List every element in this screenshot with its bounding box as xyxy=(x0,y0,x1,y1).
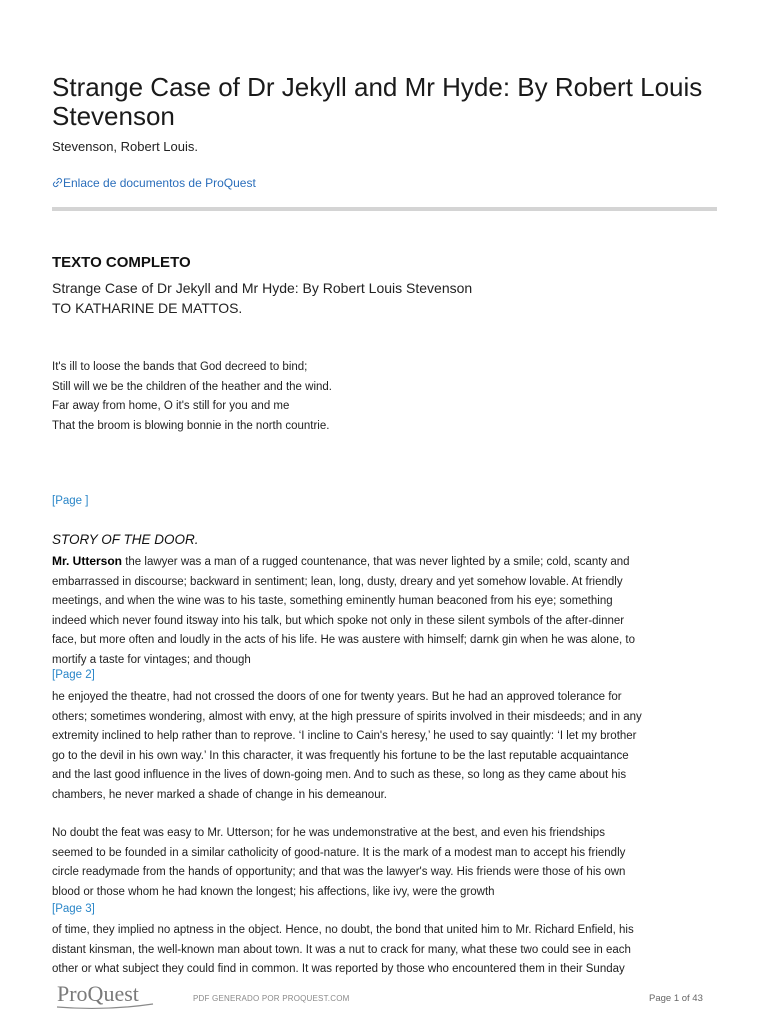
paragraph-line: the lawyer was a man of a rugged countenance, that was never lighted by a smile; cold, scanty and xyxy=(122,556,630,568)
story-title: STORY OF THE DOOR. xyxy=(52,532,199,547)
doc-link-label: Enlace de documentos de ProQuest xyxy=(63,176,256,190)
page-marker-3[interactable]: [Page 3] xyxy=(52,903,95,915)
footer-generated-by: PDF GENERADO POR PROQUEST.COM xyxy=(193,994,350,1003)
header-divider xyxy=(52,207,717,211)
subtitle-line-2: TO KATHARINE DE MATTOS. xyxy=(52,300,243,316)
link-icon xyxy=(52,177,63,188)
paragraph-line: blood or those whom he had known the longest; his affections, like ivy, were the growth xyxy=(52,885,495,898)
lead-name: Mr. Utterson xyxy=(52,554,123,568)
paragraph-line: embarrassed in discourse; backward in sentiment; lean, long, dusty, dreary and yet somehow lovable. At friendly xyxy=(52,575,623,588)
paragraph-line: seemed to be founded in a similar catholicity of good-nature. It is the mark of a modest man to accept his friendly xyxy=(52,846,626,859)
paragraph-line: extremity inclined to help rather than to reprove. ‘I incline to Cain's heresy,’ he used to say quaintly: ‘I let my brother xyxy=(52,730,637,743)
page-marker-1[interactable]: [Page ] xyxy=(52,495,89,507)
dedication-poem xyxy=(52,358,332,437)
paragraph-line: chambers, he never marked a shade of change in his demeanour. xyxy=(52,788,387,801)
page-marker-2[interactable]: [Page 2] xyxy=(52,669,95,681)
subtitle-line-1: Strange Case of Dr Jekyll and Mr Hyde: By Robert Louis Stevenson xyxy=(52,280,473,296)
paragraph-4 xyxy=(52,921,717,980)
proquest-document-link[interactable] xyxy=(52,176,256,190)
document-author: Stevenson, Robert Louis. xyxy=(52,139,198,154)
poem-line: Still will we be the children of the heather and the wind. xyxy=(52,380,332,393)
paragraph-line: mortify a taste for vintages; and though xyxy=(52,653,251,666)
section-heading: TEXTO COMPLETO xyxy=(52,254,191,271)
paragraph-line: others; sometimes wondering, almost with envy, at the high pressure of spirits involved in their misdeeds; and in any xyxy=(52,710,642,723)
proquest-logo xyxy=(55,977,155,1011)
proquest-logo-text: ProQuest xyxy=(57,981,139,1006)
paragraph-line: go to the devil in his own way.’ In this character, it was frequently his fortune to be the last reputable acquaintance xyxy=(52,749,629,762)
paragraph-line: distant kinsman, the well-known man about town. It was a nut to crack for many, what these two could see in each xyxy=(52,943,631,956)
poem-line: It's ill to loose the bands that God decreed to bind; xyxy=(52,361,308,373)
paragraph-line: No doubt the feat was easy to Mr. Utterson; for he was undemonstrative at the best, and even his friendships xyxy=(52,827,605,839)
paragraph-3 xyxy=(52,824,717,902)
paragraph-line: and the last good influence in the lives of down-going men. And to such as these, so long as they came about his xyxy=(52,769,627,782)
footer-page-indicator: Page 1 of 43 xyxy=(649,993,703,1004)
paragraph-2 xyxy=(52,688,717,806)
paragraph-line: other or what subject they could find in common. It was reported by those who encountered them in their Sunday xyxy=(52,963,625,976)
document-title: Strange Case of Dr Jekyll and Mr Hyde: By Robert Louis Stevenson xyxy=(52,72,703,131)
poem-line: Far away from home, O it's still for you and me xyxy=(52,400,290,413)
poem-line: That the broom is blowing bonnie in the north countrie. xyxy=(52,420,330,433)
paragraph-1 xyxy=(52,552,717,671)
paragraph-line: of time, they implied no aptness in the object. Hence, no doubt, the bond that united him to Mr. Richard Enfield, his xyxy=(52,924,634,936)
paragraph-line: face, but more often and loudly in the acts of his life. He was austere with himself; darnk gin when he was alone, to xyxy=(52,634,635,647)
paragraph-line: he enjoyed the theatre, had not crossed the doors of one for twenty years. But he had an approved tolerance for xyxy=(52,691,622,703)
paragraph-line: indeed which never found itsway into his talk, but which spoke not only in these silent symbols of the after-dinner xyxy=(52,614,625,627)
paragraph-line: meetings, and when the wine was to his taste, something eminently human beaconed from his eye; something xyxy=(52,595,613,608)
paragraph-line: circle readymade from the hands of opportunity; and that was the lawyer's way. His friends were those of his own xyxy=(52,866,626,879)
